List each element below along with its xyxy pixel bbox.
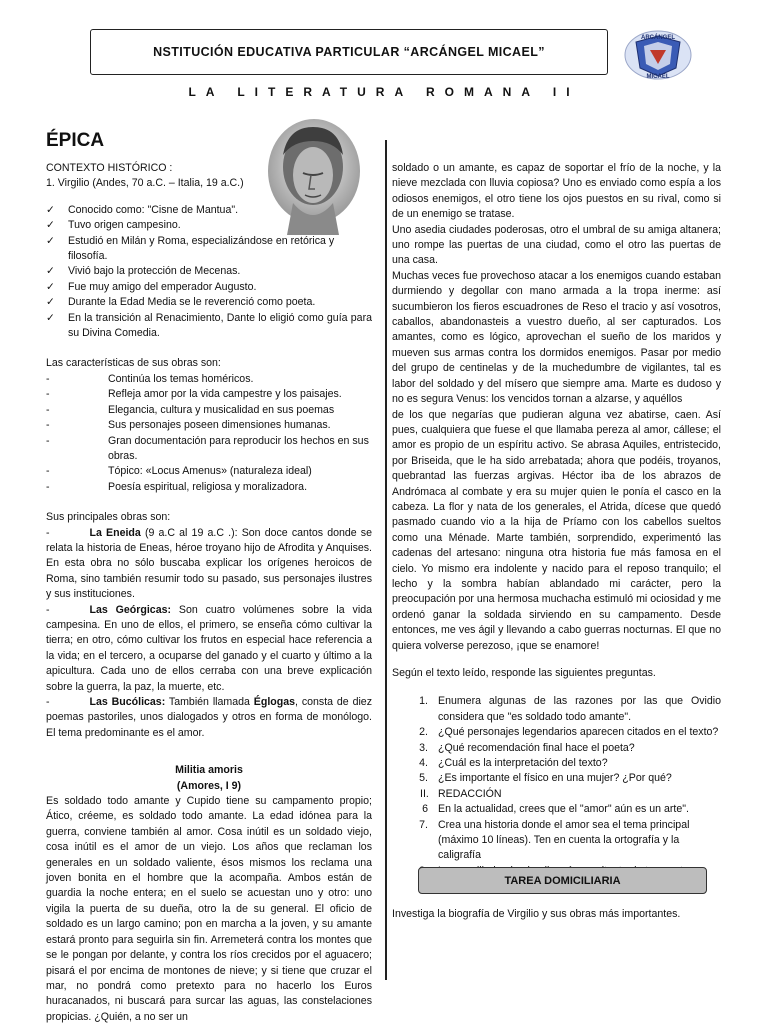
question-item: 7. Crea una historia donde el amor sea el tema principal (máximo 10 líneas). Ten en cuenta la ortografía y la caligrafía — [419, 818, 690, 862]
questions-instruction: Según el texto leído, responde las siguientes preguntas. — [392, 667, 656, 679]
poem-continuation: Uno asedia ciudades poderosas, otro el umbral de su amiga altanera; uno rompe las puertas de una ciudad, como el otro las puertas de una casa. — [392, 223, 721, 267]
check-mark-icon: ✓ — [46, 203, 55, 216]
fact-item: ✓ Tuvo origen campesino. — [46, 218, 372, 233]
works-title: Sus principales obras son: — [46, 511, 171, 524]
characteristic-item: - Tópico: «Locus Amenus» (naturaleza ideal) — [46, 465, 312, 478]
fact-item: ✓ Durante la Edad Media se le reverenció como poeta. — [46, 295, 372, 310]
check-mark-icon: ✓ — [46, 311, 55, 324]
school-name: NSTITUCIÓN EDUCATIVA PARTICULAR “ARCÁNGEL MICAEL” — [153, 45, 545, 59]
question-item: 6 En la actualidad, crees que el "amor" aún es un arte". — [422, 803, 689, 816]
homework-text: Investiga la biografía de Virgilio y sus obras más importantes. — [392, 908, 681, 920]
fact-item: ✓ Conocido como: "Cisne de Mantua". — [46, 203, 372, 218]
poem-text: Es soldado todo amante y Cupido tiene su campamento propio; Ático, créeme, es soldado todo amante. La edad idónea para la guerra, conviene también al amor. Cosa inútil es un soldado viejo, cosa inútil es el amor de un viejo. Los años que reclaman los generales en un soldado valiente, ésos mismos los reclama una joven bonita en el hombre que la acompaña. Ambos están de guardia la noche entera; en el suelo se acuestan uno y otro: uno vigila la puerta de su dueña, otro la de su general. El oficio de soldado es un largo camino; pon en marcha a la joven, y su amante estará pronto para seguirla sin fin. Arremeterá contra los montes que se le pongan por delante, y contra los ríos crecidos por el aguacero; pisará el por encima de montones de nieve; y si tiene que cruzar el mar, no pondrá como pretexto para no hacerlo los Euros huracanados, ni buscará para surcar las aguas, las constelaciones propicias. ¿Quién, a no ser un — [46, 795, 372, 1023]
characteristic-item: - Sus personajes poseen dimensiones humanas. — [46, 419, 331, 432]
column-divider — [385, 140, 387, 980]
poem-title: Militia amoris — [175, 764, 243, 777]
logo-text-bottom: MICAEL — [646, 74, 670, 80]
characteristic-item: - Continúa los temas homéricos. — [46, 372, 254, 385]
work-georgicas: - Las Geórgicas: Son cuatro volúmenes sobre la vida campesina. En uno de ellos, el primero, se enseña cómo cultivar la tierra; en otro, cómo cultivar los frutos en especial hace referencia a la vida; en el tercero, a ocuparse del ganado y el cuarto y último a la apicultura. Cada uno de ellos cerraba con una breve explicación sobre la guerra, la paz, la muerte, etc. — [46, 603, 372, 693]
question-item: 5. ¿Es importante el físico en una mujer? ¿Por qué? — [419, 772, 672, 785]
fact-item: ✓ Estudió en Milán y Roma, especializándose en retórica y filosofía. — [46, 234, 372, 265]
section-redaccion: II. REDACCIÓN — [420, 787, 502, 800]
school-header-box — [90, 29, 608, 75]
check-mark-icon: ✓ — [46, 219, 55, 232]
fact-item: ✓ Fue muy amigo del emperador Augusto. — [46, 280, 372, 295]
characteristic-item: - Refleja amor por la vida campestre y los paisajes. — [46, 388, 342, 401]
right-column — [392, 161, 721, 879]
check-mark-icon: ✓ — [46, 280, 55, 293]
author-line: 1. Virgilio (Andes, 70 a.C. – Italia, 19 a.C.) — [46, 177, 244, 190]
check-mark-icon: ✓ — [46, 296, 55, 309]
homework-label: TAREA DOMICILIARIA — [504, 874, 621, 887]
characteristics-title: Las características de sus obras son: — [46, 357, 221, 370]
question-item: 4. ¿Cuál es la interpretación del texto? — [419, 757, 608, 770]
work-bucolicas: - Las Bucólicas: También llamada Églogas, consta de diez poemas pastoriles, unos dialogados y otros en forma de monólogo. El tema predominante es el amor. — [46, 696, 372, 739]
context-title: CONTEXTO HISTÓRICO : — [46, 162, 173, 174]
homework-label-box — [418, 867, 707, 894]
check-mark-icon: ✓ — [46, 265, 55, 278]
characteristic-item: - Poesía espiritual, religiosa y moralizadora. — [46, 480, 308, 493]
fact-item: ✓ En la transición al Renacimiento, Dante lo eligió como guía para su Divina Comedia. — [46, 311, 372, 342]
poem-continuation: soldado o un amante, es capaz de soportar el frío de la noche, y la nieve mezclada con lluvia copiosa? Uno es enviado como espía a los odiosos enemigos, el otro tiene los ojos puestos en su rival, como si de un enemigo se tratase. — [392, 162, 721, 221]
check-mark-icon: ✓ — [46, 234, 55, 247]
poem-continuation: de los que negarías que pudieran alguna vez abatirse, caen. Así pues, cualquiera que fuese el que llamaba pereza al amor, cállese; el amor es propio de un espíritu activo. Se abrasa Aquiles, entristecido, por Briseida, que le ha sido arrebatada; ahora que podéis, troyanos, quebrantad las fuerzas argivas. Héctor iba de los abrazos de Andrómaca al combate y era su mujer quien le ponía el casco en la cabeza. La flor y nata de los generales, el Atrida, dícese que quedó pasmado cuando vio a la hija de Príamo con los cabellos sueltos como una Ménade. Marte también, sorprendido, experimentó las cadenas del artesano: ninguna otra historia fue más famosa en el cielo. Yo mismo era indolente y nacido para el reposo tranquilo; el lecho y la sombra habían ablandado mi carácter, pero la preocupación por una hermosa muchacha estimuló mi ociosidad y me ordenó ganar la soldada sirviendo en su campamento. Desde entonces, me ves ágil y llevando a cabo guerras nocturnas. El que no quiera volverse perezoso, ¡que se enamore! — [392, 408, 721, 652]
section-title: ÉPICA — [46, 130, 105, 151]
logo-text-top: ARCÁNGEL — [641, 35, 675, 41]
question-item: 1. Enumera algunas de las razones por las que Ovidio considera que "es soldado todo amante". — [419, 695, 721, 723]
question-item: 2. ¿Qué personajes legendarios aparecen citados en el texto? — [419, 726, 719, 739]
page-subtitle: LA LITERATURA ROMANA II — [188, 85, 580, 99]
question-item: 3. ¿Qué recomendación final hace el poeta? — [419, 741, 635, 754]
poem-source: (Amores, I 9) — [176, 779, 242, 792]
characteristic-item: - Gran documentación para reproducir los hechos en sus obras. — [46, 434, 369, 462]
work-eneida: - La Eneida (9 a.C al 19 a.C .): Son doce cantos donde se relata la historia de Eneas, héroe troyano hijo de Afrodita y Anquises. En esta obra no sólo buscaba explicar los orígenes heroicos de Roma, sino también resumir todo su pasado, sus personajes ilustres y sus instituciones. — [46, 526, 372, 601]
school-crest-logo — [620, 28, 696, 82]
poem-continuation: Muchas veces fue provechoso atacar a los enemigos cuando estaban durmiendo y degollar con mano armada a la tropa inerme: así sucumbieron los fieros escuadrones de Reso el tracio y así vosotros, caballos, abandonasteis a vuestro dueño, al ser capturados. Los amantes, como es lógico, aprovechan el sueño de los maridos y mueven sus armas contra los dormidos enemigos. Pasar por medio del grupo de centinelas y de la muchedumbre de vigilantes, tal es labor del soldado y del mísero que siempre ama. Marte es dudoso y no es segura Venus: los vencidos tornan a alzarse, y aquéllos — [392, 269, 721, 406]
fact-item: ✓ Vivió bajo la protección de Mecenas. — [46, 264, 372, 279]
characteristic-item: - Elegancia, cultura y musicalidad en sus poemas — [46, 403, 335, 416]
left-column — [46, 161, 372, 1025]
